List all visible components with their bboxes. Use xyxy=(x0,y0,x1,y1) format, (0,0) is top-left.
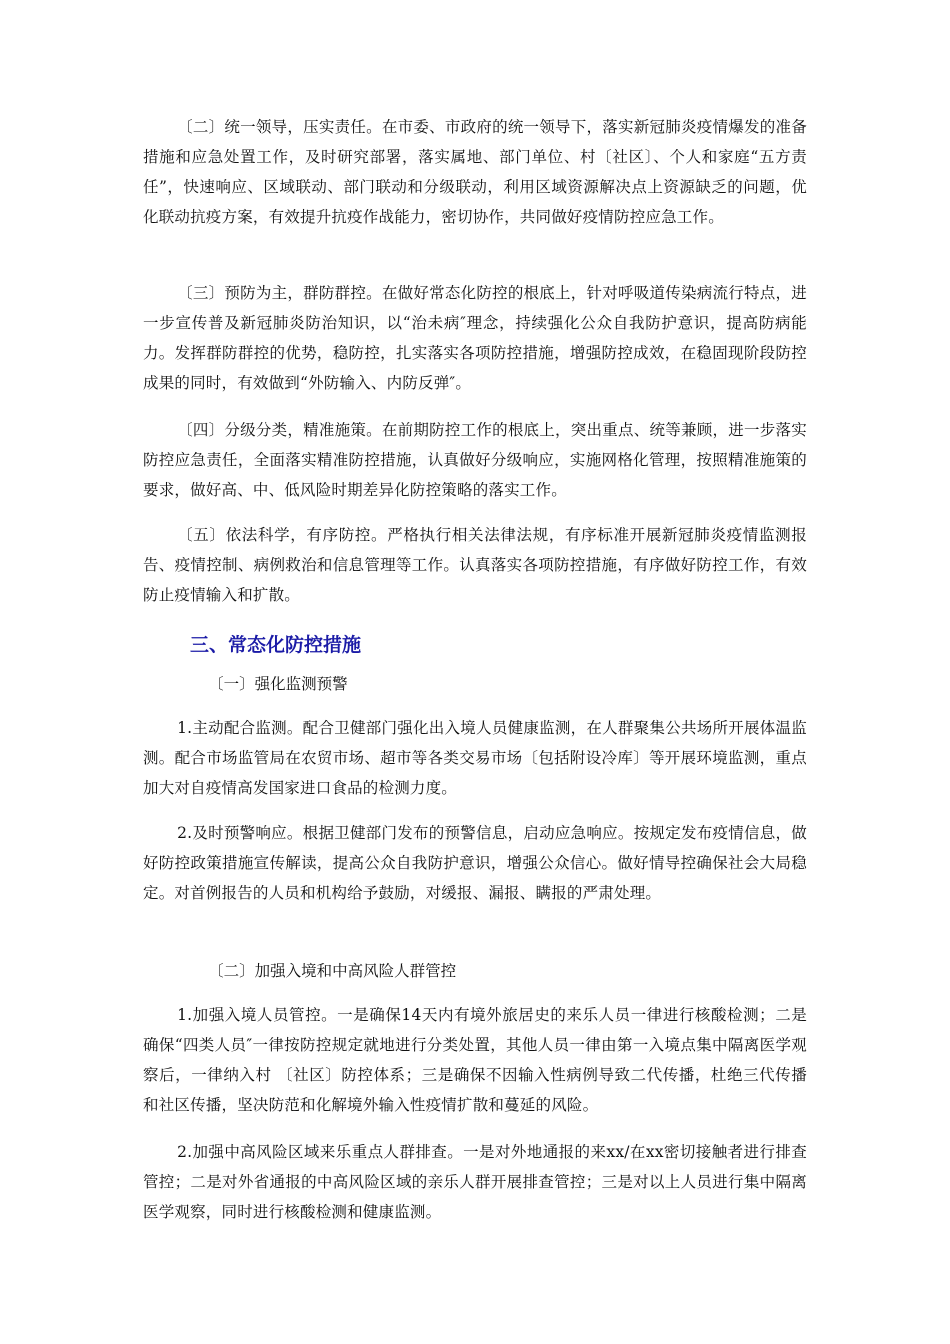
paragraph-timely-warning: 2.及时预警响应。根据卫健部门发布的预警信息，启动应急响应。按规定发布疫情信息，做好防控政策措施宣传解读，提高公众自我防护意识，增强公众信心。做好情导控确保社会大局稳定。对首例报告的人员和机构给予鼓励，对缓报、漏报、瞒报的严肃处理。 xyxy=(143,824,807,902)
paragraph-active-monitoring: 1.主动配合监测。配合卫健部门强化出入境人员健康监测，在人群聚集公共场所开展体温监测。配合市场监管局在农贸市场、超市等各类交易市场〔包括附设冷库〕等开展环境监测，重点加大对自疫情高发国家进口食品的检测力度。 xyxy=(143,719,807,797)
paragraph-entry-personnel-control: 1.加强入境人员管控。一是确保14天内有境外旅居史的来乐人员一律进行核酸检测；二是确保“四类人员″一律按防控规定就地进行分类处置，其他人员一律由第一入境点集中隔离医学观察后，一律纳入村 〔社区〕防控体系；三是确保不因输入性病例导致二代传播，杜绝三代传播和社区传播，坚决防范和化解境外输入性疫情扩散和蔓延的风险。 xyxy=(143,1006,807,1114)
paragraph-lawful-science: 〔五〕依法科学，有序防控。严格执行相关法律法规，有序标准开展新冠肺炎疫情监测报告、疫情控制、病例救治和信息管理等工作。认真落实各项防控措施，有序做好防控工作，有效防止疫情输入和扩散。 xyxy=(143,526,807,604)
section-heading-normalized-measures: 三、常态化防控措施 xyxy=(190,634,362,656)
paragraph-graded-classification: 〔四〕分级分类，精准施策。在前期防控工作的根底上，突出重点、统等兼顾，进一步落实防控应急责任，全面落实精准防控措施，认真做好分级响应，实施网格化管理，按照精准施策的要求，做好高、中、低风险时期差异化防控策略的落实工作。 xyxy=(143,421,807,499)
paragraph-high-risk-screening: 2.加强中高风险区域来乐重点人群排查。一是对外地通报的来xx/在xx密切接触者进行排查管控；二是对外省通报的中高风险区域的亲乐人群开展排查管控；三是对以上人员进行集中隔离医学观察，同时进行核酸检测和健康监测。 xyxy=(143,1143,807,1221)
paragraph-unified-leadership: 〔二〕统一领导，压实责任。在市委、市政府的统一领导下，落实新冠肺炎疫情爆发的准备措施和应急处置工作，及时研究部署，落实属地、部门单位、村〔社区〕、个人和家庭“五方责任”，快速响应、区域联动、部门联动和分级联动，利用区域资源解决点上资源缺乏的问题，优化联动抗疫方案，有效提升抗疫作战能力，密切协作，共同做好疫情防控应急工作。 xyxy=(143,118,807,226)
paragraph-prevention-first: 〔三〕预防为主，群防群控。在做好常态化防控的根底上，针对呼吸道传染病流行特点，进一步宣传普及新冠肺炎防治知识，以“治未病″理念，持续强化公众自我防护意识，提高防病能力。发挥群防群控的优势，稳防控，扎实落实各项防控措施，增强防控成效，在稳固现阶段防控成果的同时，有效做到“外防输入、内防反弹″。 xyxy=(143,284,807,392)
subheading-entry-control: 〔二〕加强入境和中高风险人群管控 xyxy=(208,962,457,980)
subheading-monitoring-warning: 〔一〕强化监测预警 xyxy=(208,675,348,693)
